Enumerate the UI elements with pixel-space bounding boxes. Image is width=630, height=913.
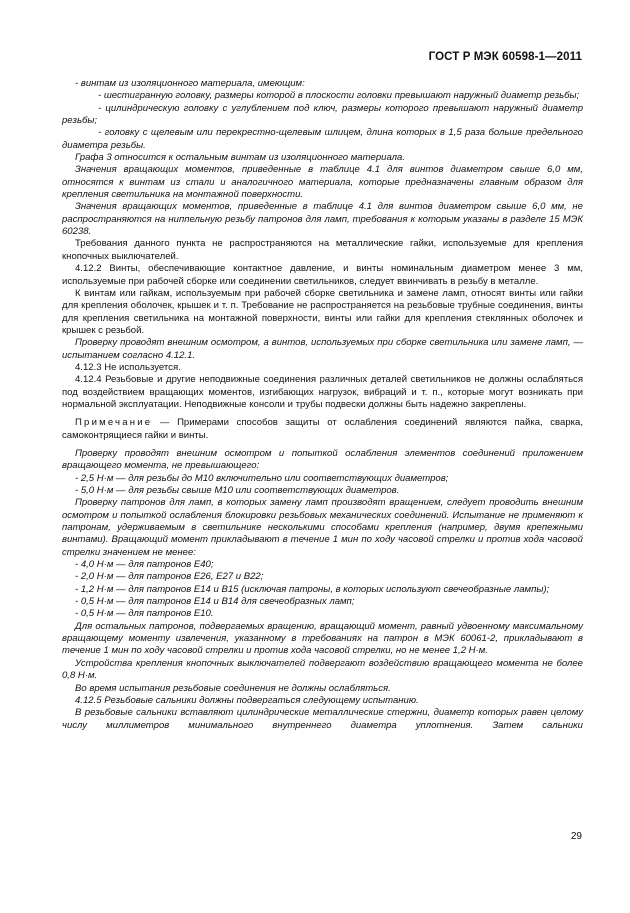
paragraph <box>62 417 583 442</box>
paragraph: 4.12.3 Не используется. <box>75 361 181 373</box>
paragraph: - 5,0 Н·м — для резьбы свыше М10 или соответствующих диаметров. <box>75 485 400 496</box>
paragraph: Проверку проводят внешним осмотром и попыткой ослабления элементов соединений приложением вращающего момента, не превышающего: <box>62 447 583 472</box>
page-number: 29 <box>570 831 582 842</box>
paragraph: Для остальных патронов, подвергаемых вращению, вращающий момент, равный удвоенному максимальному вращающему моменту извлечения, указанному в требованиях на патрон в МЭК 60061-2, прикладывают в течение 1 мин по ходу часовой стрелки и против хода часовой стрелки, но не менее 1,2 Н·м. <box>62 620 583 657</box>
paragraph: Устройства крепления кнопочных выключателей подвергают воздействию вращающего момента не более 0,8 Н·м. <box>62 657 583 682</box>
paragraph: Значения вращающих моментов, приведенные в таблице 4.1 для винтов диаметром свыше 6,0 мм, относятся к винтам из стали и аналогичного материала, которые предназначены главным образом для крепления светильника на монтажной поверхности. <box>62 164 583 201</box>
paragraph: - 2,5 Н·м — для резьбы до М10 включительно или соответствующих диаметров; <box>75 472 449 484</box>
note-text: — Примерами способов защиты от ослабления соединений являются пайка, сварка, самоконтрящиеся гайки и винты. <box>62 417 583 441</box>
paragraph: Значения вращающих моментов, приведенные в таблице 4.1 для винтов диаметром свыше 6,0 мм, не распространяются на ниппельную резьбу патронов для ламп, требования к которым указаны в разделе 15 МЭК 60238. <box>62 201 583 238</box>
paragraph: - 0,5 Н·м — для патронов Е10. <box>75 608 214 620</box>
paragraph: Во время испытания резьбовые соединения не должны ослабляться. <box>75 682 391 694</box>
paragraph: 4.12.2 Винты, обеспечивающие контактное давление, и винты номинальным диаметром менее 3 мм, используемые при рабочей сборке или соединении светильников, следует ввинчивать в резьбу в металле. <box>62 263 583 287</box>
paragraph: - 0,5 Н·м — для патронов Е14 и В14 для свечеобразных ламп; <box>75 596 355 608</box>
paragraph: - 1,2 Н·м — для патронов Е14 и В15 (исключая патроны, в которых используют свечеобразные лампы); <box>75 583 550 595</box>
paragraph: Проверку патронов для ламп, в которых замену ламп производят вращением, следует проводить внешним осмотром и попыткой ослабления блокировки резьбовых механических соединений. Испытание не применяют к патронам, удерживаемым в светильнике несколькими способами крепления (например, двумя крепежными винтами). Вращающий момент прикладывают в течение 1 мин по ходу часовой стрелки и против хода часовой стрелки значением не менее: <box>62 497 583 558</box>
paragraph: Графа 3 относится к остальным винтам из изоляционного материала. <box>75 152 406 164</box>
paragraph: Требования данного пункта не распространяются на металлические гайки, используемые для крепления кнопочных выключателей. <box>62 238 583 262</box>
note-label: Примечание <box>75 417 153 429</box>
paragraph: 4.12.4 Резьбовые и другие неподвижные соединения различных деталей светильников не должны ослабляться под воздействием вращающих моментов, изгибающих нагрузок, вибраций и т. п., которые могут возникать при нормальной эксплуатации. Неподвижные консоли и трубы подвески должны быть надежно закреплены. <box>62 374 583 410</box>
document-body <box>62 78 583 732</box>
paragraph: К винтам или гайкам, используемым при рабочей сборке светильника и замене ламп, относят винты или гайки для крепления оболочек, крышек и т. п. Требование не распространяется на резьбовые трубные соединения, винты для крепления светильника на монтажной поверхности, винты или гайки для крепления стеклянных оболочек и крышек с резьбой. <box>62 287 583 336</box>
document-header: ГОСТ Р МЭК 60598-1—2011 <box>428 51 582 63</box>
paragraph: - цилиндрическую головку с углублением под ключ, размеры которого превышают наружный диаметр резьбы; <box>62 102 583 127</box>
paragraph: - 4,0 Н·м — для патронов Е40; <box>75 559 214 571</box>
paragraph: 4.12.5 Резьбовые сальники должны подвергаться следующему испытанию. <box>75 694 419 706</box>
paragraph: Проверку проводят внешним осмотром, а винтов, используемых при сборке светильника или замене ламп, — испытанием согласно 4.12.1. <box>62 337 583 361</box>
paragraph: - 2,0 Н·м — для патронов Е26, Е27 и В22; <box>75 571 264 583</box>
paragraph: В резьбовые сальники вставляют цилиндрические металлические стержни, диаметр которых равен целому числу миллиметров минимального внутреннего диаметра уплотнения. Затем сальники <box>62 707 583 731</box>
paragraph: - шестигранную головку, размеры которой в плоскости головки превышают наружный диаметр резьбы; <box>98 90 580 102</box>
paragraph: - винтам из изоляционного материала, имеющим: <box>75 78 305 89</box>
paragraph: - головку с щелевым или перекрестно-щелевым шлицем, длина которых в 1,5 раза больше предельного диаметра резьбы. <box>62 127 583 151</box>
